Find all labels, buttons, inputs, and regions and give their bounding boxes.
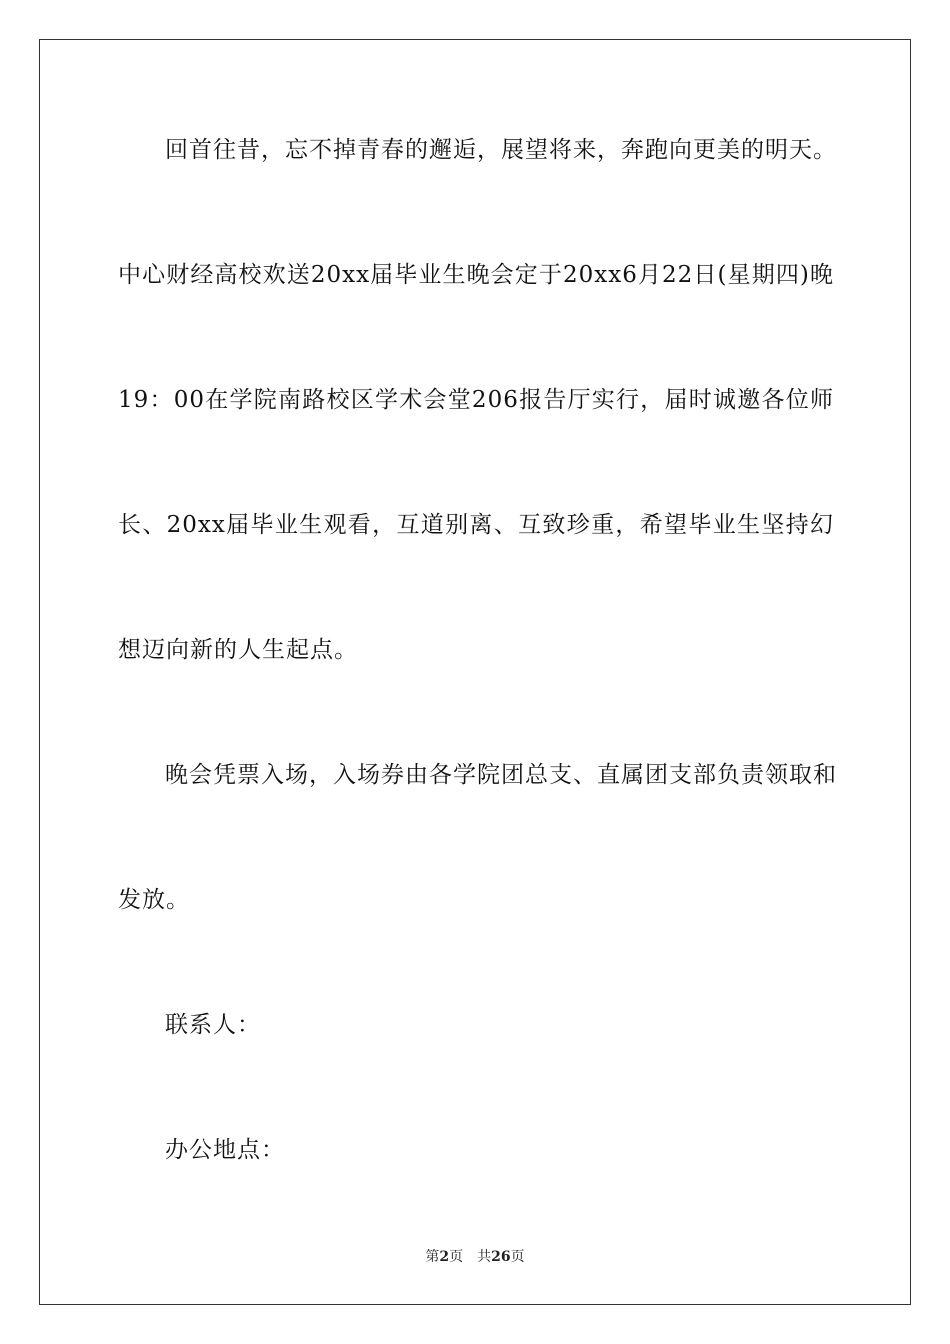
paragraph-line-2: 中心财经高校欢送20xx届毕业生晚会定于20xx6月22日(星期四)晚 xyxy=(118,262,834,288)
page-number: 2 xyxy=(439,1249,450,1265)
paragraph-line-6: 晚会凭票入场，入场券由各学院团总支、直属团支部负责领取和 xyxy=(165,762,837,788)
page-border xyxy=(39,39,911,1305)
total-pages: 26 xyxy=(491,1249,511,1265)
total-suffix: 页 xyxy=(510,1249,525,1265)
paragraph-line-5: 想迈向新的人生起点。 xyxy=(118,637,358,663)
paragraph-line-7: 发放。 xyxy=(118,887,190,913)
total-prefix: 共 xyxy=(477,1249,492,1265)
office-location-label: 办公地点： xyxy=(165,1137,285,1163)
page-footer xyxy=(0,1248,950,1266)
contact-person-label: 联系人： xyxy=(165,1012,261,1038)
page-suffix: 页 xyxy=(449,1249,464,1265)
page-prefix: 第 xyxy=(425,1249,440,1265)
paragraph-line-1: 回首往昔，忘不掉青春的邂逅，展望将来，奔跑向更美的明天。 xyxy=(165,137,837,163)
paragraph-line-3: 19：00在学院南路校区学术会堂206报告厅实行，届时诚邀各位师 xyxy=(118,387,834,413)
paragraph-line-4: 长、20xx届毕业生观看，互道别离、互致珍重，希望毕业生坚持幻 xyxy=(118,512,834,538)
